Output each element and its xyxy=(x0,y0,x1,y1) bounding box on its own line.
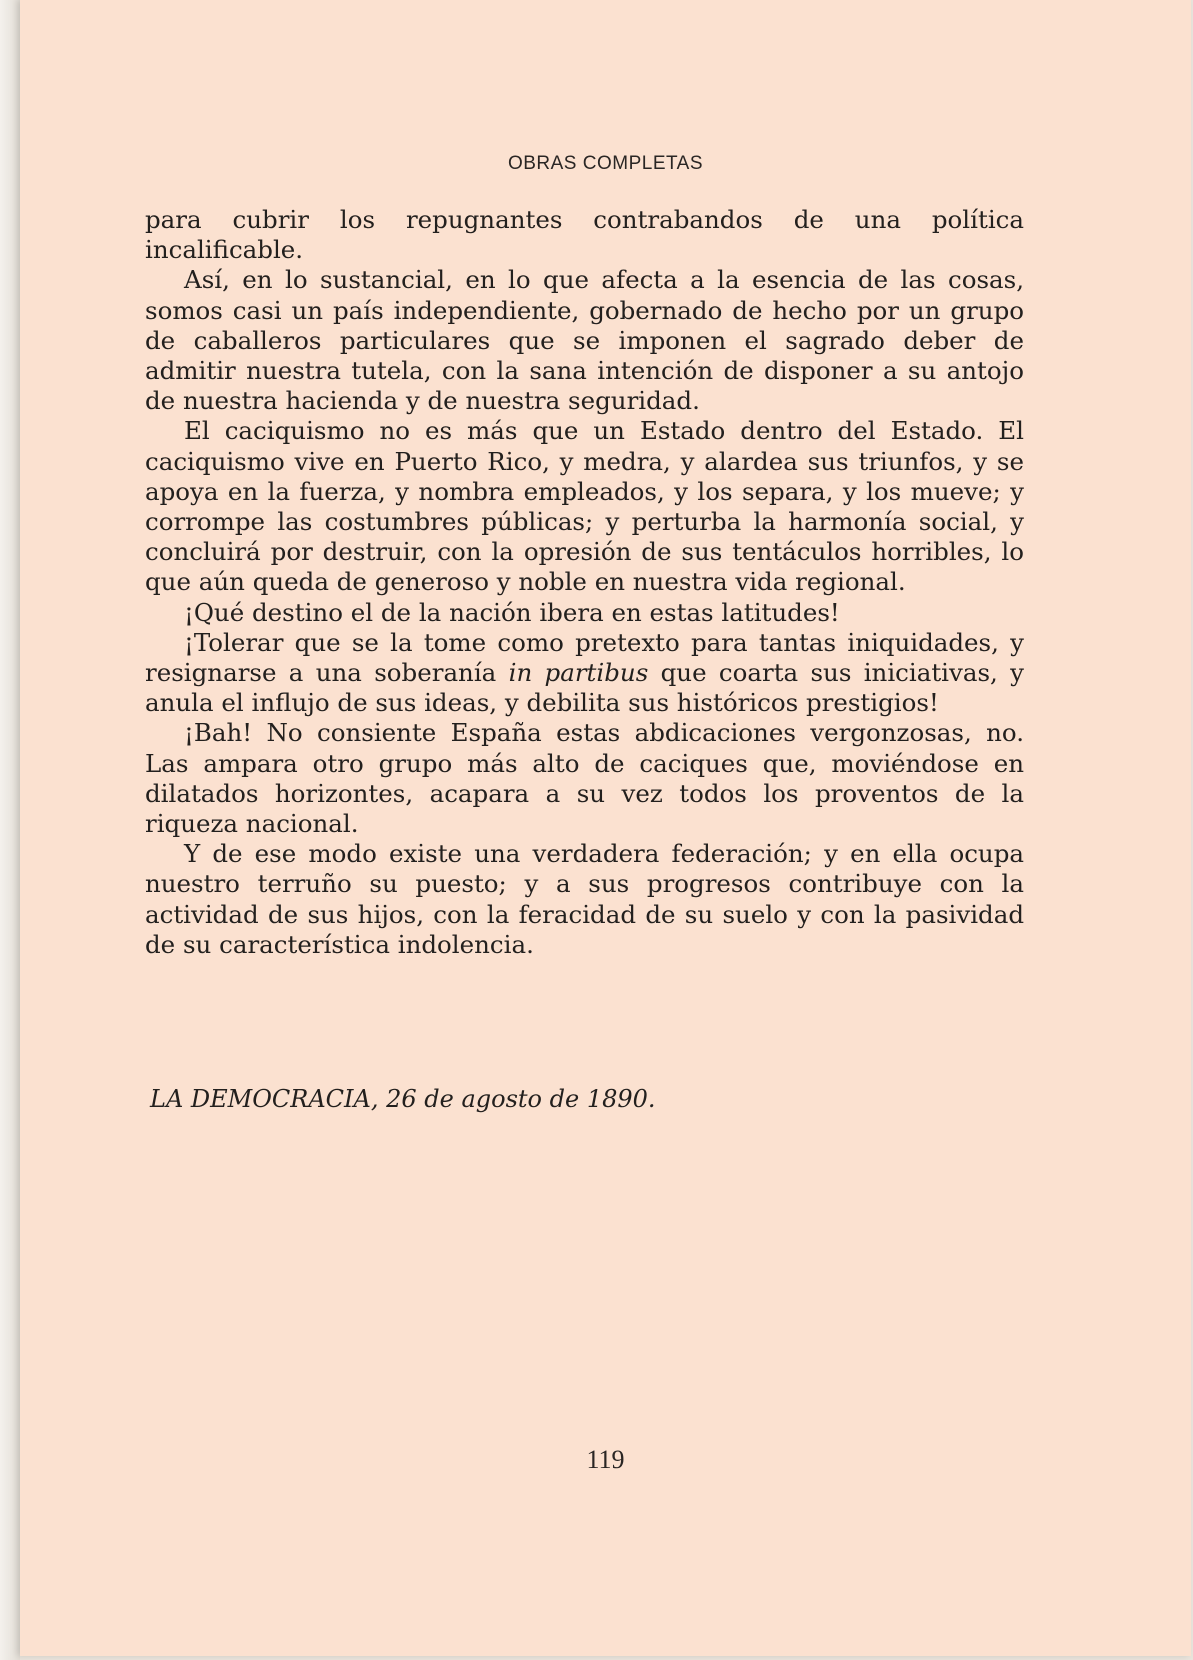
paragraph: El caciquismo no es más que un Estado dentro del Estado. El caciquismo vive en Puerto Rico, y medra, y alardea sus triunfos, y se apoya en la fuerza, y nombra empleados, y los separa, y los mueve; y corrompe las costumbres públicas; y perturba la harmonía social, y concluirá por destruir, con la opresión de sus tentáculos horribles, lo que aún queda de generoso y noble en nuestra vida regional. xyxy=(145,416,1024,597)
paragraph xyxy=(145,628,1024,719)
running-head: OBRAS COMPLETAS xyxy=(507,153,704,174)
paragraph: Así, en lo sustancial, en lo que afecta a la esencia de las cosas, somos casi un país independiente, gobernado de hecho por un grupo de caballeros particulares que se imponen el sagrado deber de admitir nuestra tutela, con la sana intención de disponer a su antojo de nuestra hacienda y de nuestra seguridad. xyxy=(145,265,1024,416)
paragraph: para cubrir los repugnantes contrabandos de una política incalificable. xyxy=(145,205,1024,265)
paragraph-text: ¡Tolerar que se la tome como pretexto para tantas iniquidades, y resignarse a una soberanía xyxy=(145,627,1024,688)
source-citation: LA DEMOCRACIA, 26 de agosto de 1890. xyxy=(150,1085,656,1113)
paragraph: ¡Bah! No consiente España estas abdicaciones vergonzosas, no. Las ampara otro grupo más alto de caciques que, moviéndose en dilatados horizontes, acapara a su vez todos los proventos de la riqueza nacional. xyxy=(145,718,1024,839)
paragraph-text: que coarta sus iniciativas, y anula el influjo de sus ideas, y debilita sus históricos prestigios! xyxy=(145,658,1024,718)
paragraph: ¡Qué destino el de la nación ibera en estas latitudes! xyxy=(184,597,840,627)
book-page xyxy=(20,0,1191,1656)
paragraph: Y de ese modo existe una verdadera federación; y en ella ocupa nuestro terruño su puesto; y a sus progresos contribuye con la actividad de sus hijos, con la feracidad de su suelo y con la pasividad de su característica indolencia. xyxy=(145,839,1024,959)
italic-phrase: in partibus xyxy=(508,658,649,688)
body-text xyxy=(145,205,1024,960)
scan-margin xyxy=(0,0,20,1660)
page-number: 119 xyxy=(586,1445,625,1474)
